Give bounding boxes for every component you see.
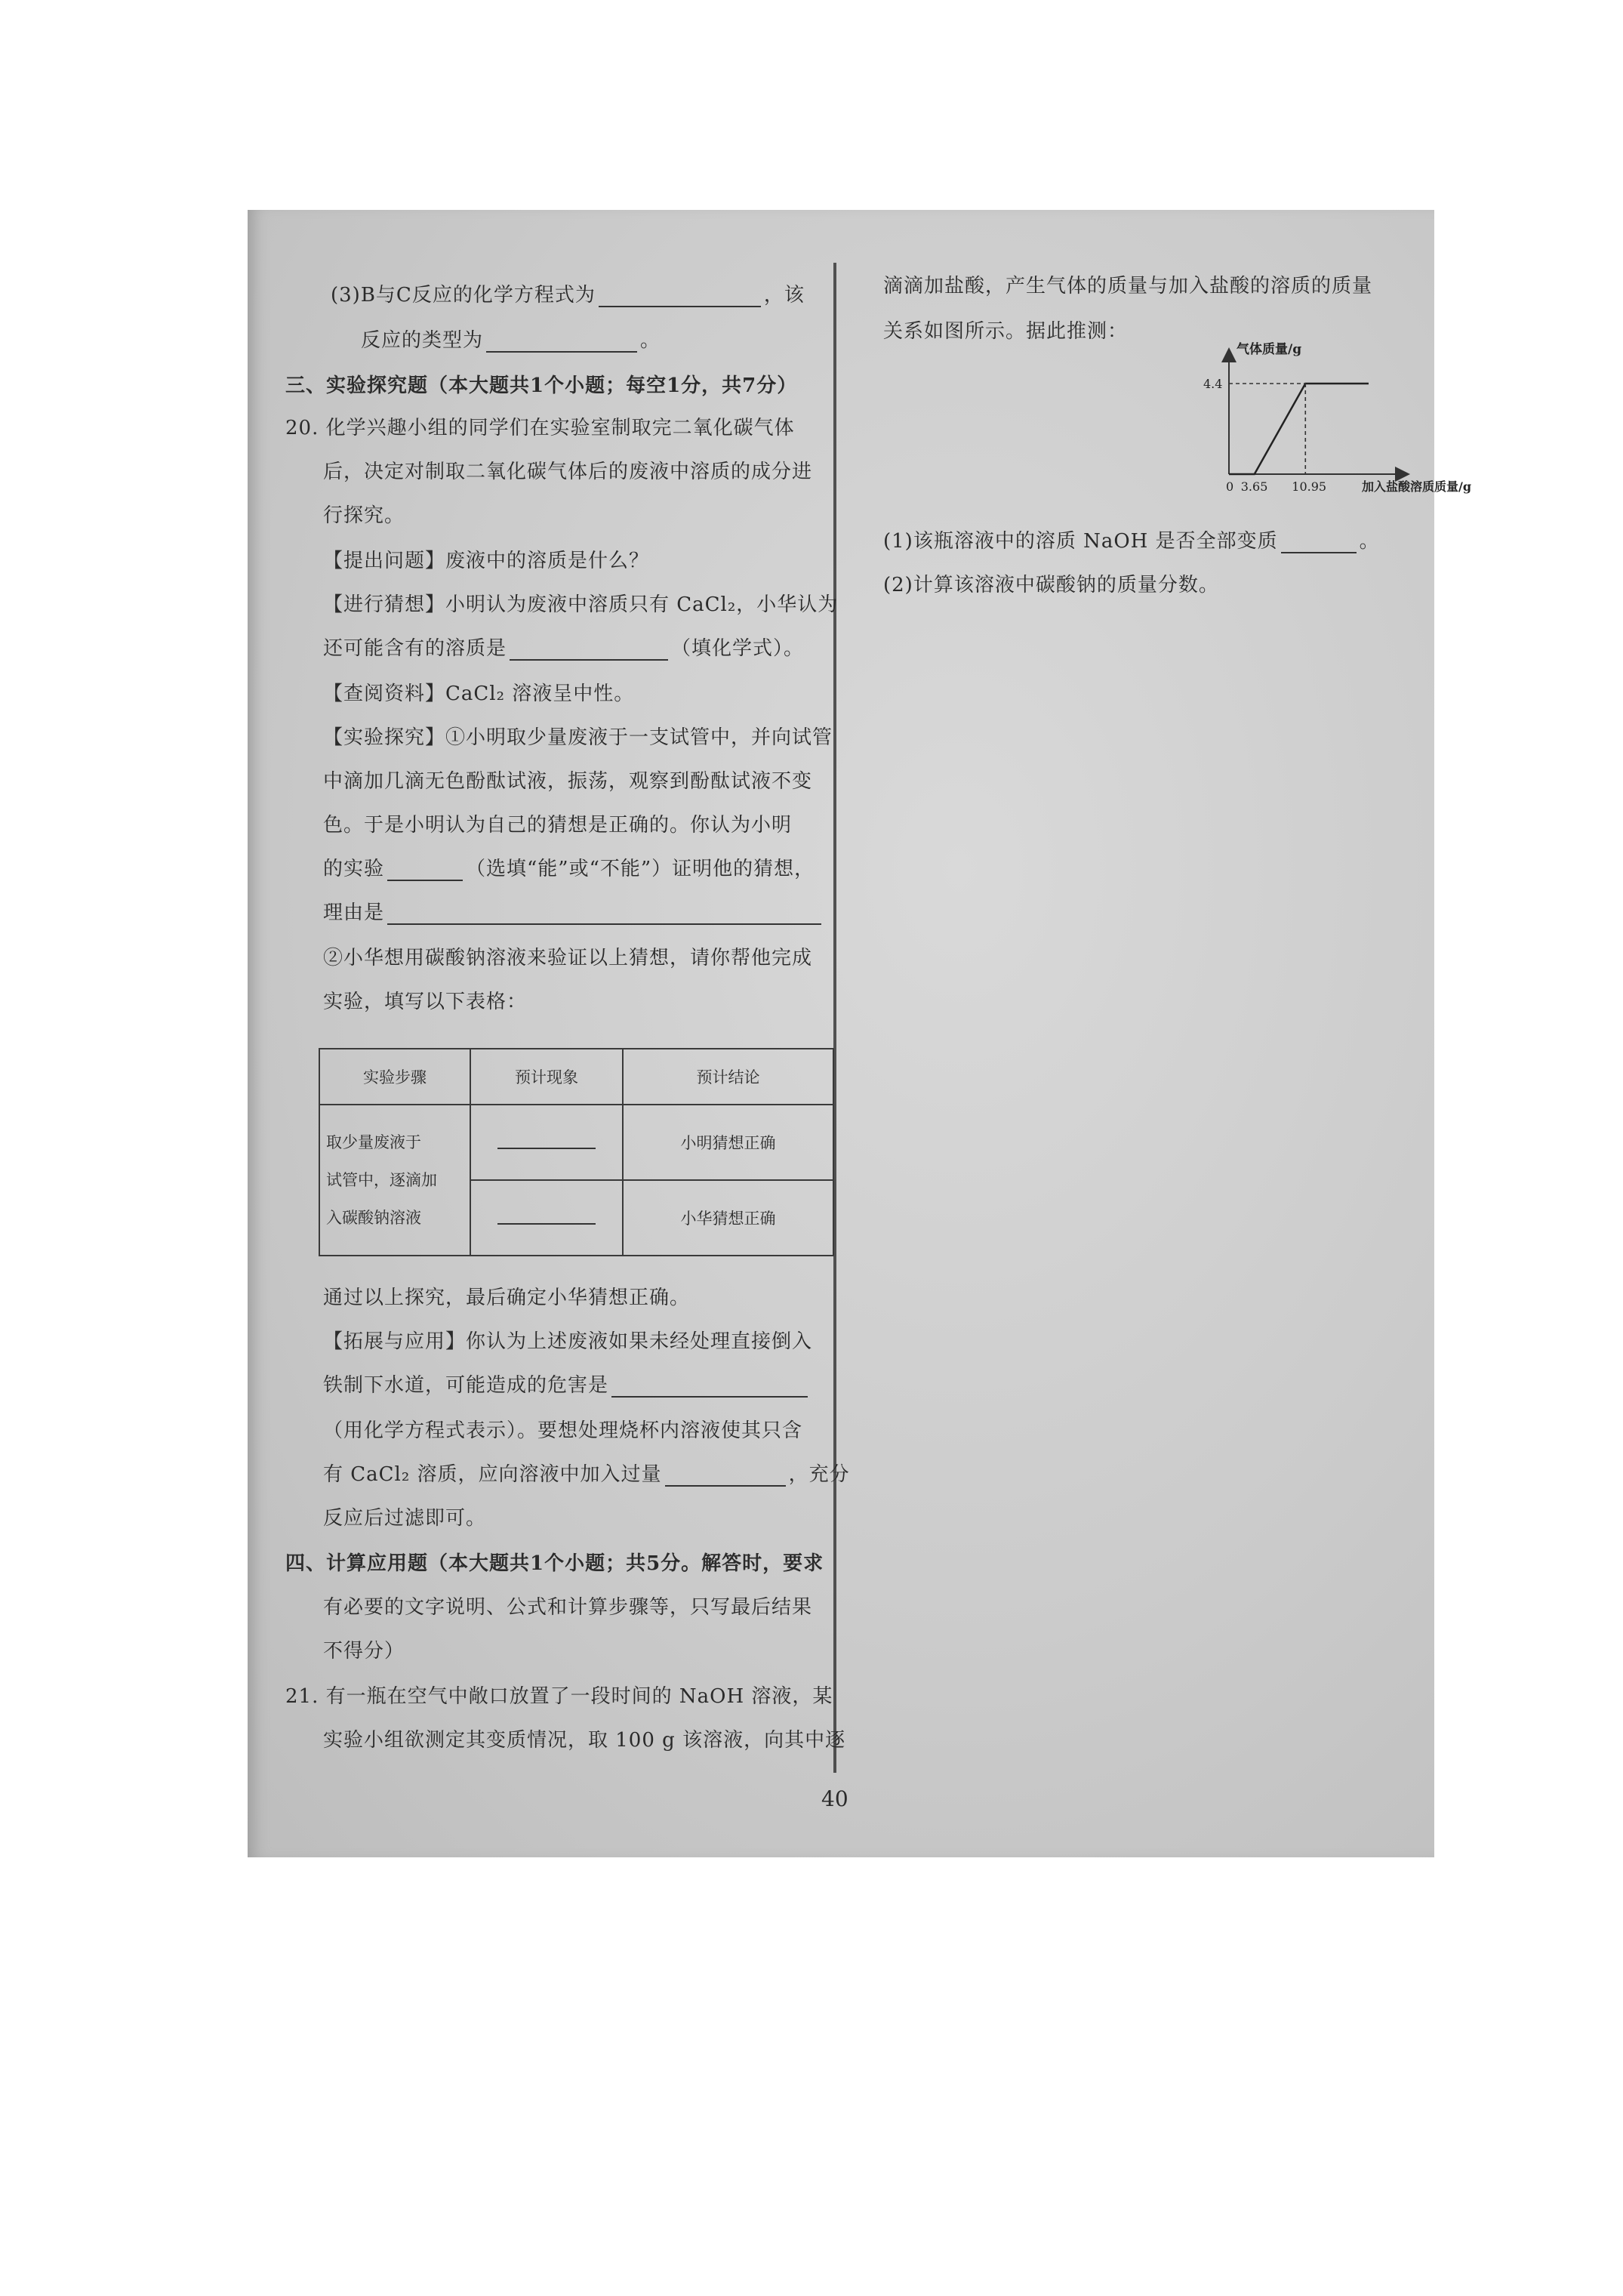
q21-text: 21. 有一瓶在空气中敞口放置了一段时间的 NaOH 溶液，某 (285, 1685, 833, 1708)
table-cell-conclusion: 小华猜想正确 (623, 1180, 833, 1256)
x-axis-label: 加入盐酸溶质质量/g (1362, 479, 1472, 494)
y-axis-label: 气体质量/g (1236, 342, 1302, 357)
x-tick-label: 0 (1226, 479, 1234, 494)
q21-text: 滴滴加盐酸，产生气体的质量与加入盐酸的溶质的质量 (883, 275, 1373, 297)
answer-blank[interactable] (497, 1208, 596, 1225)
experiment-text: 理由是 (323, 897, 824, 925)
q21-text: 关系如图所示。据此推测： (883, 320, 1129, 343)
section4-heading: 有必要的文字说明、公式和计算步骤等，只写最后结果 (323, 1596, 813, 1619)
answer-blank[interactable] (599, 286, 761, 307)
after-text: 通过以上探究，最后确定小华猜想正确。 (323, 1287, 691, 1309)
answer-blank[interactable] (497, 1133, 596, 1149)
q21-text: 实验小组欲测定其变质情况，取 100 g 该溶液，向其中逐 (323, 1729, 846, 1752)
gas-mass-chart (1002, 323, 1472, 497)
section4-heading: 不得分） (323, 1640, 405, 1663)
ask-question: 【提出问题】废液中的溶质是什么？ (323, 550, 650, 572)
q20-text: 行探究。 (323, 504, 405, 527)
q20-text: 20. 化学兴趣小组的同学们在实验室制取完二氧化碳气体 (285, 417, 795, 439)
answer-blank[interactable] (510, 639, 668, 661)
info-text: 【查阅资料】CaCl₂ 溶液呈中性。 (323, 683, 635, 705)
extension-text: 反应后过滤即可。 (323, 1507, 487, 1530)
answer-blank[interactable] (611, 1376, 808, 1398)
column-divider (833, 263, 836, 1773)
table-cell-step: 取少量废液于 试管中，逐滴加 入碳酸钠溶液 (319, 1105, 470, 1256)
experiment-text: 中滴加几滴无色酚酞试液，振荡，观察到酚酞试液不变 (323, 770, 813, 793)
table-header: 预计现象 (470, 1049, 623, 1105)
table-cell-phenomenon[interactable] (470, 1105, 623, 1180)
table-cell-conclusion: 小明猜想正确 (623, 1105, 833, 1180)
q19-part3-line1: (3)B与C反应的化学方程式为 ，该 (331, 284, 805, 307)
series-line (1229, 384, 1369, 474)
experiment-text: 的实验 （选填“能”或“不能”）证明他的猜想， (323, 858, 815, 880)
q21-part2: (2)计算该溶液中碳酸钠的质量分数。 (883, 574, 1219, 596)
answer-blank[interactable] (1281, 532, 1357, 553)
table-cell-phenomenon[interactable] (470, 1180, 623, 1256)
x-tick-label: 3.65 (1240, 479, 1268, 494)
extension-text: 铁制下水道，可能造成的危害是 (323, 1370, 811, 1398)
exam-page (248, 210, 1472, 1857)
extension-text: 有 CaCl₂ 溶质，应向溶液中加入过量 ，充分 (323, 1463, 850, 1486)
q19-part3-line2: 反应的类型为 。 (361, 329, 661, 352)
answer-blank[interactable] (387, 904, 821, 925)
q20-text: 后，决定对制取二氧化碳气体后的废液中溶质的成分进 (323, 461, 813, 483)
table-header: 实验步骤 (319, 1049, 470, 1105)
page-number: 40 (821, 1786, 848, 1811)
extension-text: （用化学方程式表示）。要想处理烧杯内溶液使其只含 (323, 1419, 803, 1442)
experiment-text: 色。于是小明认为自己的猜想是正确的。你认为小明 (323, 814, 793, 837)
section4-heading: 四、计算应用题（本大题共1个小题；共5分。解答时，要求 (285, 1552, 824, 1575)
experiment-text: 实验，填写以下表格： (323, 991, 528, 1013)
guess-text: 还可能含有的溶质是 （填化学式）。 (323, 637, 805, 660)
x-tick-label: 10.95 (1292, 479, 1327, 494)
y-tick-label: 4.4 (1203, 377, 1223, 391)
q21-part1: (1)该瓶溶液中的溶质 NaOH 是否全部变质 。 (883, 530, 1380, 553)
answer-blank[interactable] (387, 860, 463, 881)
guess-text: 【进行猜想】小明认为废液中溶质只有 CaCl₂，小华认为 (323, 593, 839, 616)
section3-heading: 三、实验探究题（本大题共1个小题；每空1分，共7分） (285, 374, 798, 397)
answer-blank[interactable] (665, 1465, 786, 1487)
table-header: 预计结论 (623, 1049, 833, 1105)
experiment-text: 【实验探究】①小明取少量废液于一支试管中，并向试管 (323, 726, 833, 749)
experiment-text: ②小华想用碳酸钠溶液来验证以上猜想，请你帮他完成 (323, 947, 813, 969)
extension-text: 【拓展与应用】你认为上述废液如果未经处理直接倒入 (323, 1330, 813, 1353)
experiment-table (319, 1048, 834, 1256)
answer-blank[interactable] (486, 331, 637, 353)
